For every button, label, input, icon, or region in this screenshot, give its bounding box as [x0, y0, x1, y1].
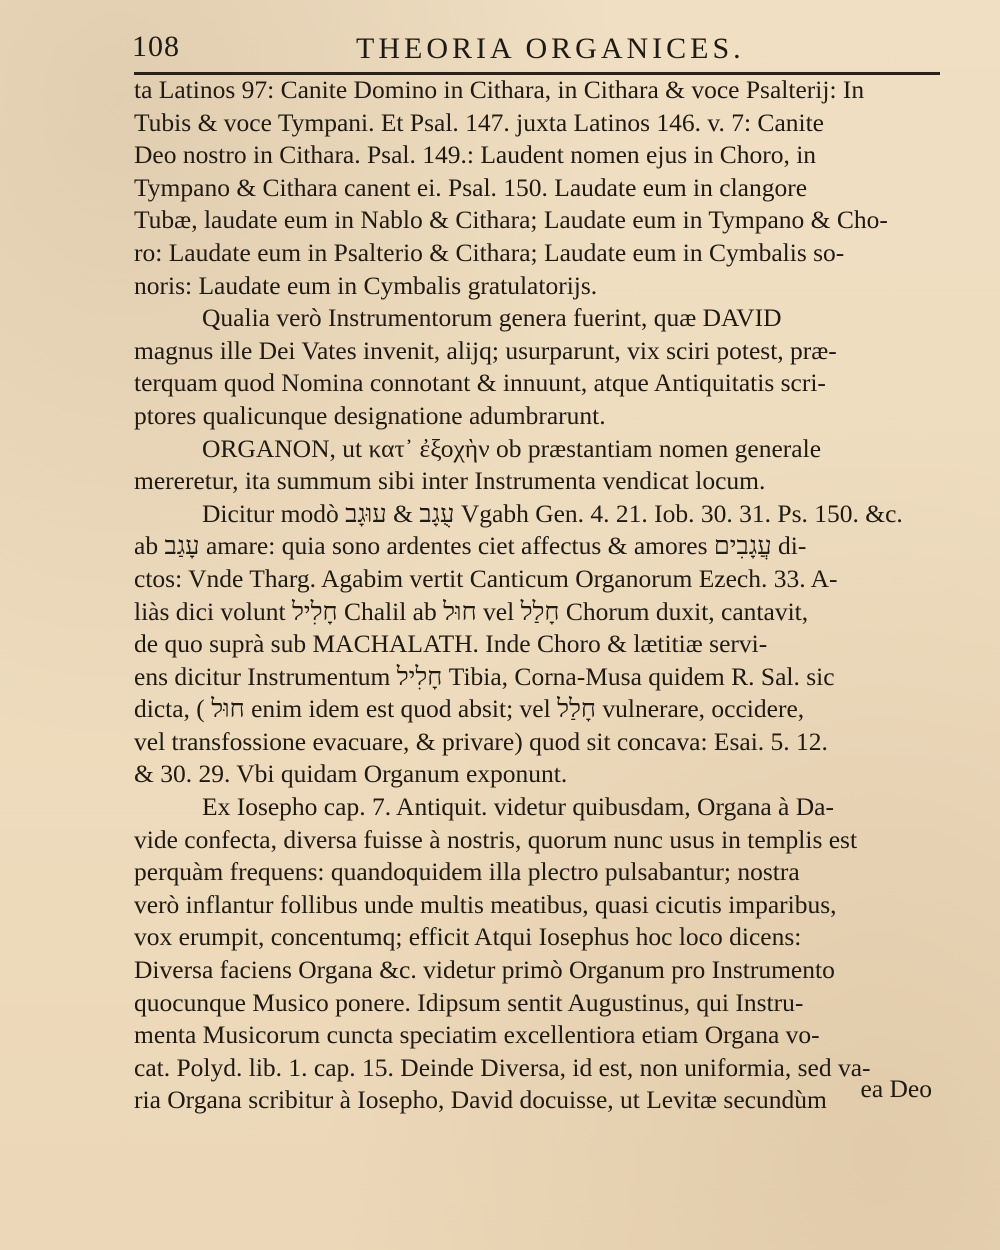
text-line: ens dicitur Instrumentum חָלִיל Tibia, Corna-Musa quidem R. Sal. sic [134, 661, 835, 691]
text-line: menta Musicorum cuncta speciatim excellentiora etiam Organa vo- [134, 1020, 820, 1050]
text-line: Deo nostro in Cithara. Psal. 149.: Laudent nomen ejus in Choro, in [134, 140, 817, 170]
paragraph-start: ORGANON, ut κατ᾽ ἐξοχὴν ob præstantiam nomen generale [202, 433, 822, 463]
text-line: terquam quod Nomina connotant & innuunt, atque Antiquitatis scri- [134, 368, 826, 398]
paragraph-start: Dicitur modò עֻגָב & עוּגָב Vgabh Gen. 4. 21. Iob. 30. 31. Ps. 150. &c. [202, 498, 903, 528]
text-line: ta Latinos 97: Canite Domino in Cithara, in Cithara & voce Psalterij: In [134, 75, 865, 104]
text-line: magnus ille Dei Vates invenit, alijq; usurparunt, vix sciri potest, præ- [134, 335, 837, 365]
text-line: dicta, ( חוּל enim idem est quod absit; vel חָלַל vulnerare, occidere, [134, 694, 805, 724]
text-line: perquàm frequens: quandoquidem illa plectro pulsabantur; nostra [134, 857, 800, 887]
text-line: Tympano & Cithara canent ei. Psal. 150. Laudate eum in clangore [134, 172, 808, 202]
text-line: ria Organa scribitur à Iosepho, David docuisse, ut Levitæ secundùm [134, 1085, 827, 1115]
catchword: ea Deo [860, 1074, 932, 1103]
text-line: de quo suprà sub MACHALATH. Inde Choro & lætitiæ servi- [134, 629, 768, 659]
page-header [132, 30, 940, 70]
text-line: vox erumpit, concentumq; efficit Atqui Iosephus hoc loco dicens: [134, 922, 802, 952]
text-line: Tubis & voce Tympani. Et Psal. 147. juxta Latinos 146. v. 7: Canite [134, 107, 824, 137]
text-line: vide confecta, diversa fuisse à nostris, quorum nunc usus in templis est [134, 824, 858, 854]
paragraph-start: Ex Iosepho cap. 7. Antiquit. videtur quibusdam, Organa à Da- [202, 792, 834, 822]
paragraph-start: Qualia verò Instrumentorum genera fuerint, quæ DAVID [202, 303, 782, 333]
text-line: mereretur, ita summum sibi inter Instrumenta vendicat locum. [134, 466, 766, 496]
text-line: ab עָגַב amare: quia sono ardentes ciet affectus & amores עֲגָבִים di- [134, 531, 807, 561]
text-line: cat. Polyd. lib. 1. cap. 15. Deinde Diversa, id est, non uniformia, sed va- [134, 1052, 871, 1082]
text-line: verò inflantur follibus unde multis meatibus, quasi cicutis imparibus, [134, 889, 837, 919]
page-number: 108 [132, 30, 180, 63]
text-line: & 30. 29. Vbi quidam Organum exponunt. [134, 759, 568, 789]
text-line: Diversa faciens Organa &c. videtur primò Organum pro Instrumento [134, 955, 835, 985]
text-line: ptores qualicunque designatione adumbrarunt. [134, 400, 606, 430]
running-title: THEORIA ORGANICES. [356, 32, 745, 65]
text-line: quocunque Musico ponere. Idipsum sentit Augustinus, qui Instru- [134, 987, 804, 1017]
text-line: ctos: Vnde Tharg. Agabim vertit Canticum Organorum Ezech. 33. A- [134, 563, 838, 593]
body-text [134, 74, 942, 1117]
text-line: Tubæ, laudate eum in Nablo & Cithara; Laudate eum in Tympano & Cho- [134, 205, 888, 235]
text-line: ro: Laudate eum in Psalterio & Cithara; Laudate eum in Cymbalis so- [134, 237, 845, 267]
text-line: noris: Laudate eum in Cymbalis gratulatorijs. [134, 270, 598, 300]
text-line: vel transfossione evacuare, & privare) quod sit concava: Esai. 5. 12. [134, 726, 828, 756]
text-line: liàs dici volunt חָלִיל Chalil ab חוּל vel חָלַל Chorum duxit, cantavit, [134, 596, 809, 626]
